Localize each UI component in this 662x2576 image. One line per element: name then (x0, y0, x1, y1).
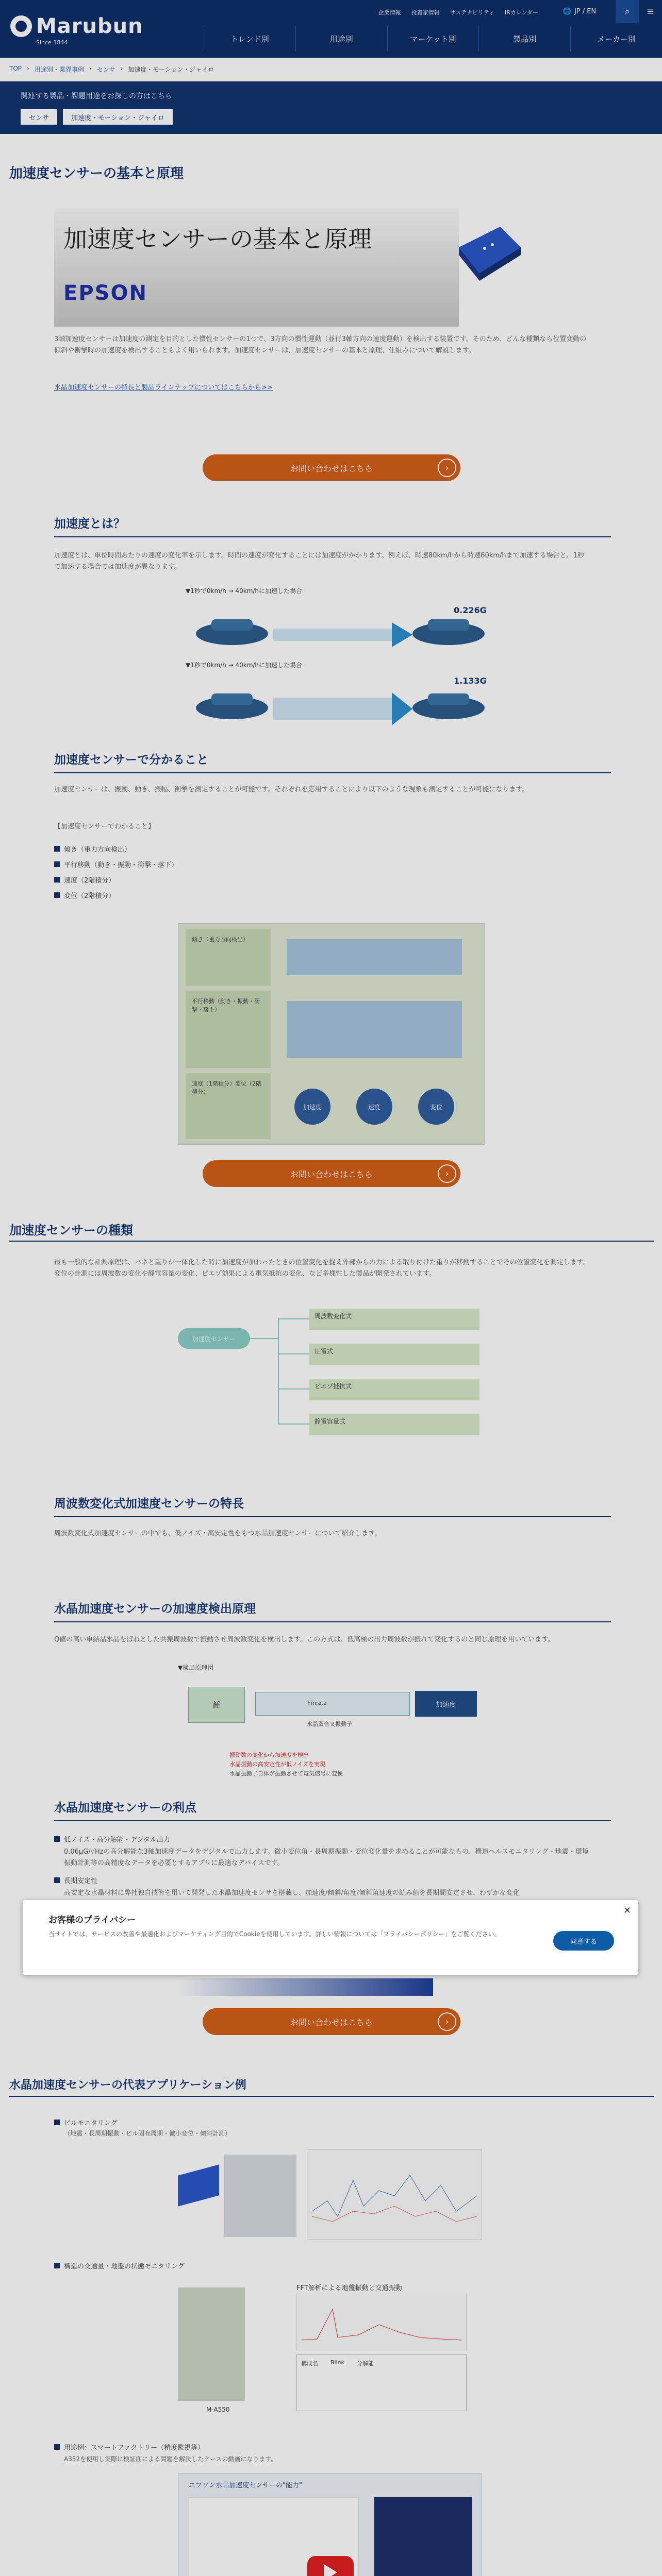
app2-unit: M-A550 (206, 2406, 230, 2413)
close-icon[interactable]: ✕ (623, 1905, 631, 1916)
breadcrumb (9, 65, 214, 74)
merit-item: 長期安定性 (54, 1875, 97, 1885)
globe-icon: 🌐 (562, 8, 571, 15)
app-item: 構造の交通量・地盤の状態モニタリング (54, 2261, 185, 2270)
top-link[interactable]: サステナビリティ (450, 9, 494, 16)
merit-item: 低ノイズ・高分解能・デジタル出力 (54, 1834, 170, 1844)
breadcrumb-current: 加速度・モーション・ジャイロ (128, 66, 214, 73)
principle-note: 水晶振動の高安定性が低ノイズを実現 (229, 1761, 325, 1768)
principle-text: Q値の高い単結晶水晶をばねとした共振周波数で振動させ周波数変化を検出します。この方式は、低高極の出力周波数が振れて変化するのと同じ原理を用いています。 (54, 1636, 555, 1643)
principle-diagram-title: ▼検出原理図 (178, 1664, 214, 1671)
understand-item: 変位（2階積分） (54, 890, 115, 900)
app3-sub: A352を使用し実際に検証面による問題を解決したケースの動画になります。 (64, 2455, 277, 2463)
nav-item[interactable]: トレンド別 (204, 26, 295, 52)
nav-item[interactable]: マーケット別 (387, 26, 479, 52)
intro-text: 3軸加速度センサーは加速度の測定を目的とした慣性センサーの1つで、3方向の慣性運動（並行3軸方向の速度運動）を検出する装置です。そのため、どんな種類なら位置変動の傾斜や衝撃時の加速度を検出することもよく用いられます。加速度センサーは、加速度センサーの基本と原理、仕組みについて解説します。 (54, 335, 587, 354)
understand-item: 平行移動（動き・振動・衝撃・落下） (54, 859, 178, 869)
section-title-apps: 水晶加速度センサーの代表アプリケーション例 (9, 2079, 246, 2092)
types-kind: 周波数変化式 (309, 1309, 479, 1330)
diagram-node: 速度 (356, 1089, 392, 1125)
youtube-play-icon[interactable] (307, 2556, 354, 2576)
understand-text: 加速度センサーは、振動、動き、振幅、衝撃を測定することが可能です。それぞれを応用することにより以下のような現象も測定することが可能になります。 (54, 786, 529, 793)
divider (9, 2096, 654, 2097)
top-link[interactable]: IRカレンダー (504, 9, 538, 16)
table-header: Blink (330, 2359, 345, 2366)
diagram-label: 傾き（重力方向検出） (186, 929, 271, 986)
contact-button-label: お問い合わせはこちら (290, 1169, 373, 1179)
category-bar (0, 81, 662, 134)
contact-button-label: お問い合わせはこちら (290, 2017, 373, 2027)
freq-text: 周波数変化式加速度センサーの中でも、低ノイズ・高安定性をもつ水晶加速度センサーについて紹介します。 (54, 1530, 382, 1537)
nav-item[interactable]: メーカー別 (570, 26, 662, 52)
app-item: ビルモニタリング (54, 2117, 118, 2127)
nav-item[interactable]: 製品別 (478, 26, 570, 52)
table-header: 構成名 (301, 2360, 318, 2367)
category-chip[interactable]: センサ (21, 109, 57, 125)
breadcrumb-item[interactable]: 用途別・業界事例 (34, 66, 84, 73)
logo-tag: Since 1844 (36, 39, 68, 46)
nav-item[interactable]: 用途別 (295, 26, 387, 52)
divider (9, 1241, 654, 1242)
diagram-node: 変位 (418, 1089, 454, 1125)
app2-illustration (178, 2282, 482, 2427)
intro-link[interactable]: 水晶加速度センサーの特長と製品ラインナップについてはこちらから>> (54, 384, 273, 392)
section-title-principle: 水晶加速度センサーの加速度検出原理 (54, 1599, 611, 1622)
types-connector-lines (247, 1309, 312, 1437)
app2-table (296, 2354, 467, 2411)
diagram-block-illustration (287, 1001, 462, 1058)
what-text: 加速度とは、単位時間あたりの速度の変化率を示します。時間の速度が変化することには加速度がかかります。例えば、時速80km/hから時速60km/hまで加速する場合と、1秒で加速する場合では加速度が異なります。 (54, 552, 584, 571)
accept-button[interactable]: 同意する (553, 1931, 614, 1951)
site-header (0, 0, 662, 58)
merit-text: 高安定な水晶材料に弊社独自技術を用いて開発した水晶加速度センサを搭載し、加速度/傾斜/角度/傾斜角速度の読み値を長期間安定させ、わずかな変化 (64, 1889, 520, 1897)
diagram-label: 平行移動（動き・振動・衝撃・落下） (186, 991, 271, 1068)
logo-name: Marubun (36, 14, 143, 38)
video-title: エプソン水晶加速度センサーの"能力" (189, 2482, 302, 2489)
case1-label: ▼1秒で0km/h → 40km/hに加速した場合 (186, 587, 303, 595)
search-icon[interactable]: ⌕ (616, 0, 639, 23)
understand-sub: 【加速度センサーでわかること】 (54, 823, 155, 831)
principle-notes (229, 1751, 343, 1778)
app-item: 用途例：スマートファクトリー（精度監視等） (54, 2442, 204, 2452)
app2-fft-graph (296, 2294, 467, 2350)
app2-chart-title: FFT解析による地盤振動と交通振動 (296, 2284, 402, 2292)
section-title-merit: 水晶加速度センサーの利点 (54, 1798, 611, 1821)
section-title-what: 加速度とは？ (54, 514, 611, 537)
types-text: 最も一般的な計測原理は、バネと重りが一体化した時に加速度が加わったときの位置変化を捉え外部からの力による取り付けた重りが移動することでその位置変化を測定します。変位の計測には周波数の変化や静電容量の変化、ピエゾ効果による電気抵抗の変化、など多様性した製品が開発されています。 (54, 1259, 590, 1278)
privacy-dialog (23, 1900, 638, 1975)
accel-arrow: 加速度 (415, 1691, 477, 1717)
language-switch[interactable] (543, 0, 616, 23)
types-center: 加速度センサー (178, 1328, 250, 1349)
breadcrumb-separator: › (120, 65, 123, 72)
language-label: JP / EN (574, 8, 597, 15)
hero-title: 加速度センサーの基本と原理 (63, 225, 372, 253)
breadcrumb-separator: › (89, 65, 92, 72)
section-title-freq: 周波数変化式加速度センサーの特長 (54, 1494, 611, 1517)
video-side-panel (374, 2497, 472, 2576)
app1-sub: （地震・長周期振動・ビル固有周期・微小変位・傾斜計測） (64, 2130, 231, 2137)
building-image (224, 2155, 296, 2237)
menu-icon[interactable]: ≡ (639, 0, 662, 23)
force-label: Fm:a.a (255, 1692, 410, 1716)
arrow-right-icon: › (438, 2012, 456, 2031)
types-kind: 静電容量式 (309, 1414, 479, 1435)
sensor-device (178, 2164, 219, 2206)
section-title-types: 加速度センサーの種類 (9, 1223, 133, 1238)
arrow-right-icon: › (438, 459, 456, 477)
case1-value: 0.226G (454, 605, 487, 615)
understand-item: 傾き（重力方向検出） (54, 844, 131, 854)
section-title-understand: 加速度センサーで分かること (54, 750, 611, 773)
weight-block: 錘 (188, 1687, 245, 1723)
table-header: 分解能 (357, 2360, 374, 2367)
page-title: 加速度センサーの基本と原理 (9, 166, 184, 181)
main-nav (204, 26, 662, 52)
privacy-title: お客様のプライバシー (48, 1915, 136, 1925)
car-illustration-1 (186, 598, 495, 654)
contact-button[interactable] (203, 454, 460, 481)
sensor-chip-icon (449, 216, 526, 289)
diagram-node: 加速度 (294, 1089, 330, 1125)
case2-value: 1.133G (454, 676, 487, 686)
category-title: 関連する製品・課題用途をお探しの方はこちら (21, 92, 172, 100)
breadcrumb-separator: › (27, 65, 29, 72)
oscillator-label: 水晶双音叉振動子 (307, 1721, 352, 1727)
privacy-text: 当サイトでは、サービスの改善や最適化およびマーケティング目的でCookieを使用しています。詳しい情報については「プライバシーポリシー」をご覧ください。 (48, 1930, 501, 1938)
breadcrumb-item[interactable]: センサ (96, 66, 115, 73)
epson-product-banner[interactable] (178, 1978, 433, 1996)
top-link[interactable]: 企業情報 (378, 9, 401, 16)
hero-banner (54, 208, 459, 327)
top-link[interactable]: 投資家情報 (411, 9, 440, 16)
merit-text: 0.06μG/√Hzの高分解能な3軸加速度データをデジタルで出力します。微小変位角・長周期振動・変位変化量を求めることが可能なもの、構造ヘルスモニタリング・地震・環境振動計測等の高精度なデータを必要とするアプリに最適なデバイスです。 (64, 1848, 589, 1867)
top-links (378, 5, 538, 20)
contact-button[interactable] (203, 1160, 460, 1187)
arrow-right-icon: › (438, 1164, 456, 1183)
case2-label: ▼1秒で0km/h → 40km/hに加速した場合 (186, 662, 303, 669)
car-illustration-2 (186, 672, 495, 728)
principle-note: 水晶振動子自体が振動させて電気信号に変換 (229, 1770, 343, 1777)
logo[interactable] (10, 12, 143, 48)
contact-button[interactable] (203, 2008, 460, 2035)
epson-logo: EPSON (63, 281, 147, 305)
contact-button-label: お問い合わせはこちら (290, 463, 373, 473)
understand-item: 速度（2階積分） (54, 875, 115, 885)
principle-note: 振動数の変化から加速度を検出 (229, 1752, 309, 1758)
video-thumbnail[interactable] (178, 2473, 482, 2576)
app1-graph (307, 2149, 482, 2240)
logo-mark-icon (10, 15, 32, 37)
understand-diagram (178, 923, 485, 1145)
diagram-label: 速度（1階積分）変位（2階積分） (186, 1073, 271, 1139)
category-chip[interactable]: 加速度・モーション・ジャイロ (63, 109, 173, 125)
app1-illustration (178, 2149, 482, 2242)
pole-image (178, 2287, 245, 2401)
breadcrumb-item[interactable]: TOP (9, 65, 22, 72)
types-kind: 圧電式 (309, 1344, 479, 1365)
principle-diagram (178, 1676, 482, 1744)
diagram-block-illustration (287, 939, 462, 975)
types-kind: ピエゾ抵抗式 (309, 1379, 479, 1400)
